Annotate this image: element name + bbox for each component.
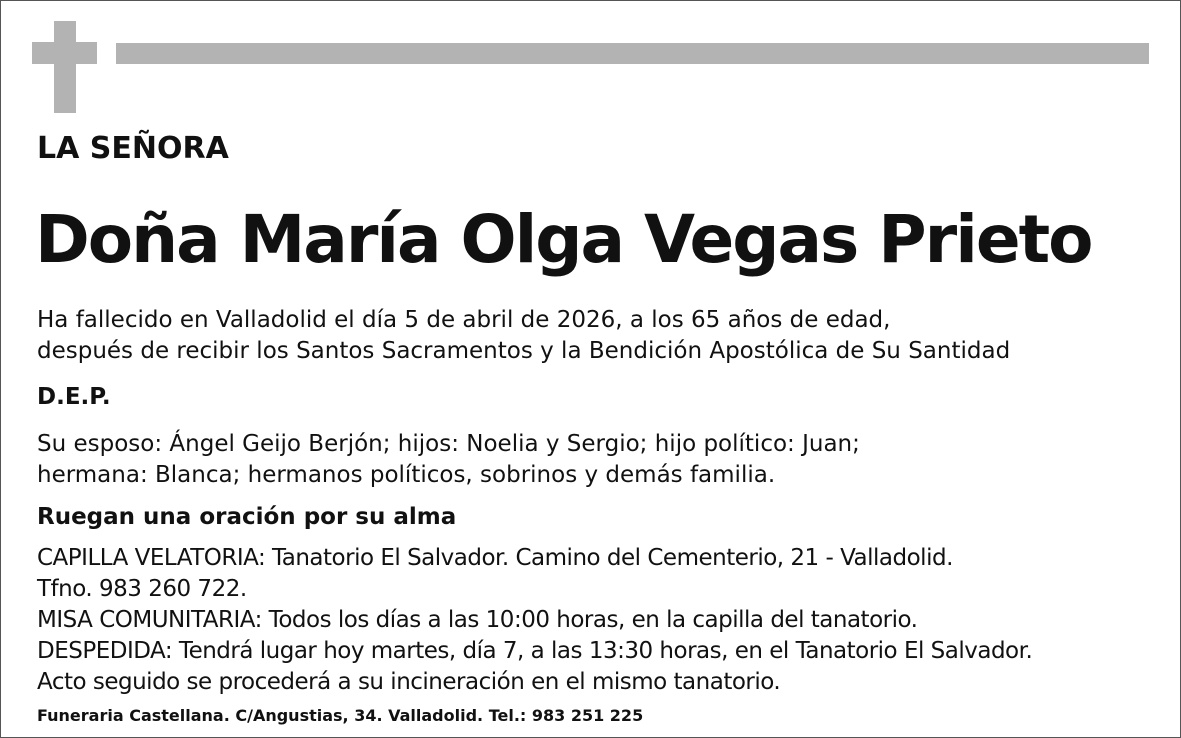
cross-horizontal-bar xyxy=(32,42,97,64)
family-line: hermana: Blanca; hermanos políticos, sobrinos y demás familia. xyxy=(37,462,776,488)
death-notice-line: Ha fallecido en Valladolid el día 5 de abril de 2026, a los 65 años de edad, xyxy=(37,307,891,333)
death-notice-line: después de recibir los Santos Sacramentos y la Bendición Apostólica de Su Santidad xyxy=(37,338,1011,364)
dep-label: D.E.P. xyxy=(37,384,111,410)
services-line: CAPILLA VELATORIA: Tanatorio El Salvador. Camino del Cementerio, 21 - Valladolid. xyxy=(37,545,953,571)
cross-vertical-bar xyxy=(54,21,76,113)
header-rule-bar xyxy=(116,43,1149,64)
deceased-name: Doña María Olga Vegas Prieto xyxy=(35,201,1092,278)
honorific-heading: LA SEÑORA xyxy=(37,131,229,166)
services-line: Acto seguido se procederá a su incineración en el mismo tanatorio. xyxy=(37,669,781,695)
services-line: DESPEDIDA: Tendrá lugar hoy martes, día 7, a las 13:30 horas, en el Tanatorio El Salvador. xyxy=(37,638,1033,664)
family-text xyxy=(37,429,860,491)
services-text xyxy=(37,543,1032,698)
services-line: MISA COMUNITARIA: Todos los días a las 10:00 horas, en la capilla del tanatorio. xyxy=(37,607,918,633)
family-line: Su esposo: Ángel Geijo Berjón; hijos: Noelia y Sergio; hijo político: Juan; xyxy=(37,431,860,457)
funeral-home-footer: Funeraria Castellana. C/Angustias, 34. Valladolid. Tel.: 983 251 225 xyxy=(37,706,644,725)
prayer-request: Ruegan una oración por su alma xyxy=(37,504,457,530)
death-notice-text xyxy=(37,305,1010,367)
services-line: Tfno. 983 260 722. xyxy=(37,576,247,602)
